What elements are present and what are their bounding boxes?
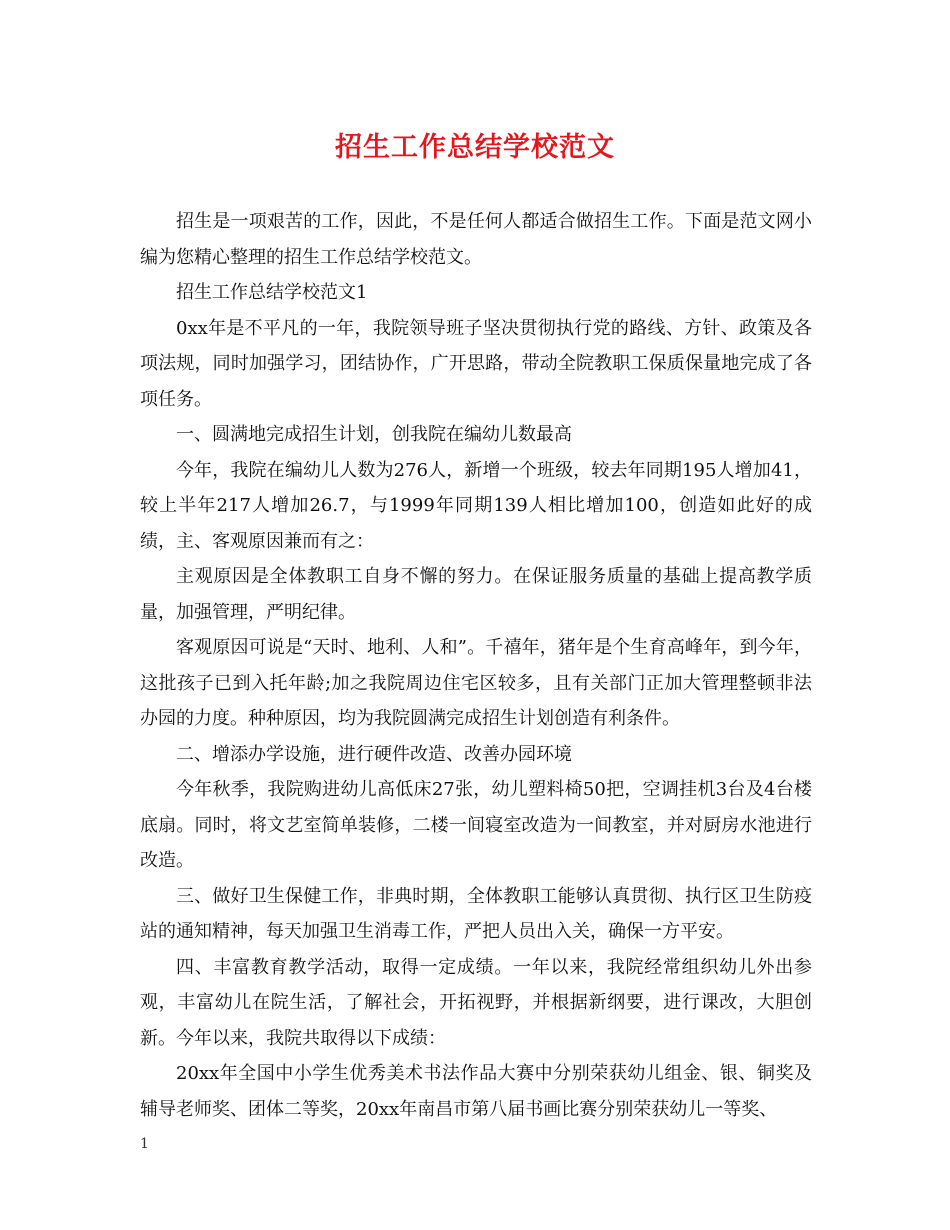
section-heading: 一、圆满地完成招生计划，创我院在编幼儿数最高 bbox=[176, 424, 572, 445]
page-number: 1 bbox=[140, 1136, 149, 1152]
paragraph: 20xx年全国中小学生优秀美术书法作品大赛中分别荣获幼儿组金、银、铜奖及辅导老师奖、团体二等奖，20xx年南昌市第八届书画比赛分别荣获幼儿一等奖、 bbox=[140, 1063, 812, 1120]
paragraph: 招生是一项艰苦的工作，因此，不是任何人都适合做招生工作。下面是范文网小编为您精心整理的招生工作总结学校范文。 bbox=[140, 211, 812, 268]
section-heading: 招生工作总结学校范文1 bbox=[176, 282, 368, 303]
paragraph: 今年，我院在编幼儿人数为276人，新增一个班级，较去年同期195人增加41，较上半年217人增加26.7，与1999年同期139人相比增加100，创造如此好的成绩，主、客观原因兼而有之： bbox=[140, 459, 812, 552]
paragraph: 主观原因是全体教职工自身不懈的努力。在保证服务质量的基础上提高教学质量，加强管理，严明纪律。 bbox=[140, 566, 812, 623]
paragraph: 四、丰富教育教学活动，取得一定成绩。一年以来，我院经常组织幼儿外出参观，丰富幼儿在院生活，了解社会，开拓视野，并根据新纲要，进行课改，大胆创新。今年以来，我院共取得以下成绩： bbox=[140, 956, 812, 1049]
section-heading: 二、增添办学设施，进行硬件改造、改善办园环境 bbox=[176, 743, 572, 765]
document-body bbox=[140, 204, 812, 1127]
paragraph: 客观原因可说是“天时、地利、人和”。千禧年，猪年是个生育高峰年，到今年，这批孩子已到入托年龄;加之我院周边住宅区较多，且有关部门正加大管理整顿非法办园的力度。种种原因，均为我院圆满完成招生计划创造有利条件。 bbox=[140, 637, 812, 729]
paragraph: 今年秋季，我院购进幼儿高低床27张，幼儿塑料椅50把，空调挂机3台及4台楼底扇。同时，将文艺室简单装修，二楼一间寝室改造为一间教室，并对厨房水池进行改造。 bbox=[140, 779, 812, 871]
paragraph: 0xx年是不平凡的一年，我院领导班子坚决贯彻执行党的路线、方针、政策及各项法规，同时加强学习，团结协作，广开思路，带动全院教职工保质保量地完成了各项任务。 bbox=[140, 317, 812, 410]
paragraph: 三、做好卫生保健工作，非典时期，全体教职工能够认真贯彻、执行区卫生防疫站的通知精神，每天加强卫生消毒工作，严把人员出入关，确保一方平安。 bbox=[140, 885, 812, 942]
document-title: 招生工作总结学校范文 bbox=[335, 132, 615, 163]
